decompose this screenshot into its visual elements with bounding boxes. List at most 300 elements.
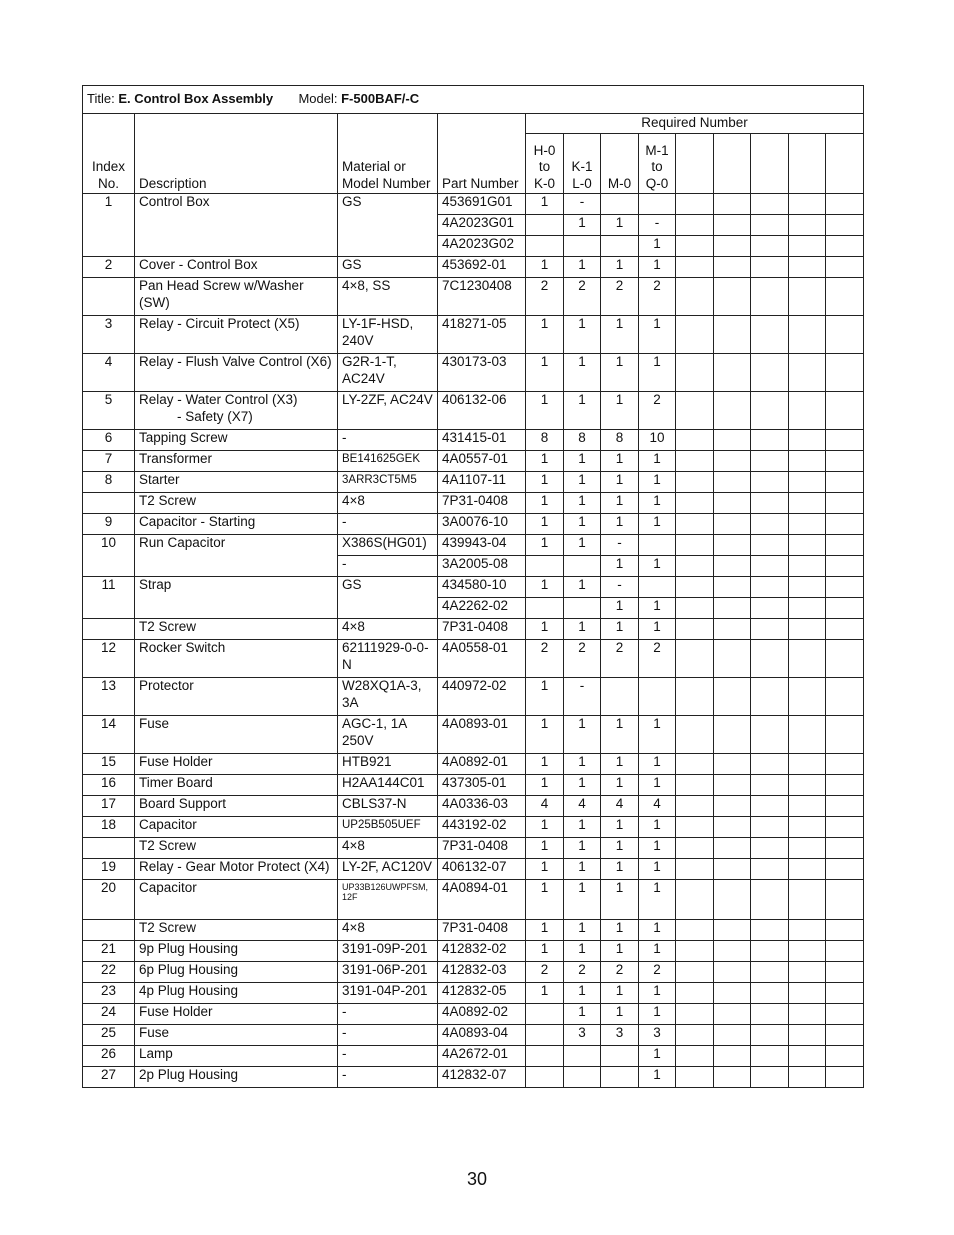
cell-part-number: 434580-10 — [438, 577, 526, 598]
cell-quantity: 2 — [601, 278, 639, 316]
cell-empty — [751, 920, 789, 941]
cell-quantity: 1 — [564, 215, 601, 236]
header-material-line1: Material or — [342, 159, 406, 174]
cell-description — [135, 472, 338, 493]
cell-material: HTB921 — [338, 754, 438, 775]
cell-quantity — [601, 678, 639, 716]
cell-empty — [826, 598, 864, 619]
cell-empty — [676, 619, 714, 640]
cell-empty — [676, 514, 714, 535]
cell-empty — [826, 1004, 864, 1025]
cell-index: 19 — [83, 859, 135, 880]
cell-material: X386S(HG01) — [338, 535, 438, 556]
cell-description — [135, 1046, 338, 1067]
model-label: Model: — [298, 91, 338, 107]
cell-empty — [714, 257, 751, 278]
cell-description — [135, 880, 338, 920]
cell-quantity: 1 — [601, 1004, 639, 1025]
cell-quantity: 1 — [526, 619, 564, 640]
cell-empty — [826, 392, 864, 430]
cell-quantity: 4 — [526, 796, 564, 817]
cell-part-number: 453691G01 — [438, 194, 526, 215]
cell-index: 20 — [83, 880, 135, 920]
cell-empty — [714, 493, 751, 514]
cell-material: - — [338, 1025, 438, 1046]
cell-part-number: 7P31-0408 — [438, 920, 526, 941]
cell-empty — [789, 598, 826, 619]
table-row — [83, 838, 864, 859]
cell-empty — [714, 236, 751, 257]
cell-quantity: 1 — [526, 678, 564, 716]
cell-part-number: 406132-06 — [438, 392, 526, 430]
cell-quantity — [526, 236, 564, 257]
cell-quantity: 1 — [601, 920, 639, 941]
cell-empty — [826, 354, 864, 392]
cell-part-number: 7P31-0408 — [438, 838, 526, 859]
cell-quantity: 1 — [601, 316, 639, 354]
cell-part-number: 418271-05 — [438, 316, 526, 354]
cell-empty — [789, 257, 826, 278]
cell-empty — [676, 556, 714, 577]
cell-quantity: 2 — [601, 640, 639, 678]
cell-quantity: 1 — [639, 1004, 676, 1025]
cell-quantity: 1 — [564, 817, 601, 838]
table-row — [83, 493, 864, 514]
cell-index: 4 — [83, 354, 135, 392]
cell-empty — [826, 194, 864, 215]
table-row — [83, 796, 864, 817]
table-row — [83, 1025, 864, 1046]
cell-quantity: 3 — [564, 1025, 601, 1046]
cell-material: - — [338, 556, 438, 577]
cell-material: 3191-04P-201 — [338, 983, 438, 1004]
cell-empty — [714, 577, 751, 598]
cell-empty — [714, 640, 751, 678]
cell-quantity — [526, 556, 564, 577]
cell-quantity: 1 — [564, 880, 601, 920]
cell-empty — [826, 556, 864, 577]
cell-quantity: 1 — [639, 316, 676, 354]
cell-quantity: 1 — [526, 754, 564, 775]
cell-index: 15 — [83, 754, 135, 775]
cell-quantity: 1 — [564, 838, 601, 859]
cell-quantity: 1 — [564, 619, 601, 640]
cell-empty — [826, 577, 864, 598]
cell-index — [83, 838, 135, 859]
cell-empty — [789, 640, 826, 678]
cell-index: 9 — [83, 514, 135, 535]
cell-empty — [676, 316, 714, 354]
cell-material: W28XQ1A-3, 3A — [338, 678, 438, 716]
cell-quantity: - — [564, 194, 601, 215]
cell-empty — [676, 775, 714, 796]
description-text: Board Support — [139, 796, 227, 811]
cell-material: 62111929-0-0-N — [338, 640, 438, 678]
cell-empty — [676, 257, 714, 278]
cell-quantity — [564, 236, 601, 257]
table-row — [83, 194, 864, 215]
cell-empty — [751, 430, 789, 451]
cell-description — [135, 619, 338, 640]
cell-quantity: 1 — [601, 941, 639, 962]
cell-empty — [789, 577, 826, 598]
cell-empty — [714, 817, 751, 838]
cell-part-number: 437305-01 — [438, 775, 526, 796]
cell-description — [135, 1025, 338, 1046]
cell-empty — [826, 962, 864, 983]
cell-quantity: 1 — [639, 619, 676, 640]
cell-empty — [714, 716, 751, 754]
cell-quantity: 1 — [526, 775, 564, 796]
cell-quantity: - — [601, 577, 639, 598]
header-col-k1-l0 — [564, 134, 601, 194]
cell-quantity: 1 — [601, 354, 639, 392]
cell-quantity: 1 — [601, 983, 639, 1004]
cell-index: 21 — [83, 941, 135, 962]
table-row — [83, 392, 864, 430]
cell-empty — [789, 316, 826, 354]
cell-empty — [789, 880, 826, 920]
cell-empty — [789, 796, 826, 817]
cell-quantity — [526, 1067, 564, 1088]
cell-empty — [676, 451, 714, 472]
cell-description — [135, 316, 338, 354]
cell-empty — [826, 640, 864, 678]
cell-empty — [789, 493, 826, 514]
cell-empty — [676, 941, 714, 962]
cell-quantity: 1 — [601, 716, 639, 754]
cell-part-number: 3A0076-10 — [438, 514, 526, 535]
cell-quantity: 1 — [639, 920, 676, 941]
cell-quantity: 1 — [639, 598, 676, 619]
cell-empty — [676, 1004, 714, 1025]
cell-quantity: 1 — [601, 775, 639, 796]
cell-quantity — [639, 194, 676, 215]
cell-quantity: 1 — [639, 775, 676, 796]
cell-quantity: 1 — [601, 493, 639, 514]
cell-quantity — [526, 1004, 564, 1025]
cell-empty — [751, 678, 789, 716]
cell-part-number: 4A0892-02 — [438, 1004, 526, 1025]
cell-empty — [789, 354, 826, 392]
cell-quantity — [526, 1025, 564, 1046]
cell-empty — [751, 535, 789, 556]
cell-quantity: 1 — [564, 754, 601, 775]
cell-quantity: 4 — [564, 796, 601, 817]
cell-empty — [789, 619, 826, 640]
cell-part-number: 412832-07 — [438, 1067, 526, 1088]
cell-quantity: 8 — [564, 430, 601, 451]
cell-quantity: 1 — [526, 493, 564, 514]
header-empty-col — [826, 134, 864, 194]
cell-description — [135, 514, 338, 535]
cell-quantity: 1 — [526, 838, 564, 859]
cell-description — [135, 1004, 338, 1025]
cell-empty — [826, 236, 864, 257]
cell-empty — [676, 493, 714, 514]
cell-quantity: 1 — [564, 1004, 601, 1025]
cell-empty — [714, 920, 751, 941]
cell-empty — [714, 1025, 751, 1046]
cell-empty — [789, 920, 826, 941]
cell-quantity: - — [601, 535, 639, 556]
cell-empty — [789, 535, 826, 556]
cell-part-number: 412832-03 — [438, 962, 526, 983]
cell-empty — [751, 716, 789, 754]
cell-quantity — [639, 577, 676, 598]
cell-part-number: 440972-02 — [438, 678, 526, 716]
cell-quantity — [639, 535, 676, 556]
cell-quantity: 1 — [639, 716, 676, 754]
cell-quantity: 1 — [639, 859, 676, 880]
cell-empty — [751, 316, 789, 354]
cell-empty — [751, 472, 789, 493]
cell-empty — [789, 236, 826, 257]
cell-quantity: 1 — [639, 941, 676, 962]
cell-quantity: 1 — [564, 535, 601, 556]
cell-quantity: 1 — [526, 451, 564, 472]
cell-quantity: 2 — [639, 640, 676, 678]
cell-quantity: 3 — [639, 1025, 676, 1046]
table-row — [83, 1004, 864, 1025]
cell-part-number: 4A0893-01 — [438, 716, 526, 754]
cell-index — [83, 493, 135, 514]
cell-material: 4×8 — [338, 493, 438, 514]
cell-empty — [751, 619, 789, 640]
cell-quantity: 8 — [601, 430, 639, 451]
cell-empty — [676, 817, 714, 838]
cell-part-number: 3A2005-08 — [438, 556, 526, 577]
header-empty-col — [714, 134, 751, 194]
cell-description — [135, 983, 338, 1004]
cell-part-number: 439943-04 — [438, 535, 526, 556]
cell-quantity: 1 — [526, 880, 564, 920]
cell-empty — [676, 354, 714, 392]
cell-empty — [826, 451, 864, 472]
cell-quantity: 1 — [601, 817, 639, 838]
cell-empty — [676, 716, 714, 754]
cell-description — [135, 962, 338, 983]
header-col-line: K-1 — [571, 159, 593, 174]
description-text: T2 Screw — [139, 619, 197, 634]
cell-quantity: 1 — [526, 472, 564, 493]
header-row-1 — [83, 114, 864, 134]
cell-empty — [676, 859, 714, 880]
cell-quantity: 1 — [526, 316, 564, 354]
cell-index: 27 — [83, 1067, 135, 1088]
cell-empty — [751, 257, 789, 278]
description-text: Rocker Switch — [139, 640, 226, 655]
description-text: 4p Plug Housing — [139, 983, 239, 998]
cell-empty — [714, 754, 751, 775]
cell-quantity — [526, 1046, 564, 1067]
table-row — [83, 451, 864, 472]
cell-empty — [714, 316, 751, 354]
cell-description — [135, 754, 338, 775]
header-material — [338, 114, 438, 194]
cell-quantity — [564, 1046, 601, 1067]
cell-index: 22 — [83, 962, 135, 983]
cell-material: 3ARR3CT5M5 — [338, 472, 438, 493]
cell-quantity: 2 — [526, 640, 564, 678]
cell-empty — [751, 215, 789, 236]
cell-quantity: 1 — [639, 1046, 676, 1067]
cell-empty — [751, 640, 789, 678]
cell-empty — [714, 619, 751, 640]
cell-empty — [826, 514, 864, 535]
cell-quantity: 1 — [639, 451, 676, 472]
cell-part-number: 4A2023G01 — [438, 215, 526, 236]
cell-index: 11 — [83, 577, 135, 619]
description-text: Fuse Holder — [139, 754, 213, 769]
cell-quantity: 1 — [639, 1067, 676, 1088]
cell-quantity: 1 — [564, 983, 601, 1004]
cell-empty — [714, 775, 751, 796]
cell-description — [135, 838, 338, 859]
cell-quantity: 1 — [564, 920, 601, 941]
cell-empty — [826, 316, 864, 354]
table-row — [83, 514, 864, 535]
cell-quantity — [601, 194, 639, 215]
cell-empty — [751, 754, 789, 775]
cell-quantity: 1 — [526, 859, 564, 880]
cell-part-number: 4A0892-01 — [438, 754, 526, 775]
cell-quantity: 1 — [601, 257, 639, 278]
cell-empty — [789, 941, 826, 962]
cell-quantity: 1 — [564, 577, 601, 598]
cell-empty — [751, 817, 789, 838]
cell-empty — [789, 278, 826, 316]
cell-material: 4×8 — [338, 920, 438, 941]
cell-quantity: 1 — [526, 354, 564, 392]
cell-empty — [789, 430, 826, 451]
cell-empty — [714, 838, 751, 859]
cell-index: 7 — [83, 451, 135, 472]
table-row — [83, 640, 864, 678]
cell-part-number: 7P31-0408 — [438, 493, 526, 514]
cell-empty — [826, 838, 864, 859]
cell-quantity: 1 — [564, 257, 601, 278]
cell-empty — [751, 1004, 789, 1025]
cell-index: 23 — [83, 983, 135, 1004]
description-text: Relay - Water Control (X3) — [139, 392, 298, 407]
header-col-h0-k0 — [526, 134, 564, 194]
cell-part-number: 4A0894-01 — [438, 880, 526, 920]
cell-empty — [789, 817, 826, 838]
cell-quantity: 2 — [639, 962, 676, 983]
cell-quantity: 1 — [564, 859, 601, 880]
cell-quantity: 1 — [601, 451, 639, 472]
description-text: Lamp — [139, 1046, 173, 1061]
table-row — [83, 535, 864, 556]
cell-empty — [751, 941, 789, 962]
table-row — [83, 678, 864, 716]
cell-quantity: 2 — [564, 962, 601, 983]
table-row — [83, 775, 864, 796]
cell-material: BE141625GEK — [338, 451, 438, 472]
cell-empty — [676, 678, 714, 716]
cell-empty — [751, 493, 789, 514]
description-text: Capacitor - Starting — [139, 514, 256, 529]
cell-quantity — [564, 1067, 601, 1088]
cell-description — [135, 941, 338, 962]
description-text: Relay - Gear Motor Protect (X4) — [139, 859, 330, 874]
cell-quantity: 1 — [601, 838, 639, 859]
header-col-line: M-0 — [607, 175, 632, 191]
cell-material: LY-1F-HSD, 240V — [338, 316, 438, 354]
header-col-line: H-0 — [533, 142, 556, 158]
cell-quantity: 1 — [564, 392, 601, 430]
header-col-line: Q-0 — [645, 175, 669, 191]
table-row — [83, 619, 864, 640]
header-col-m0 — [601, 134, 639, 194]
cell-empty — [714, 1067, 751, 1088]
description-text: Pan Head Screw w/Washer (SW) — [139, 278, 304, 310]
cell-empty — [789, 1004, 826, 1025]
cell-index: 24 — [83, 1004, 135, 1025]
description-text: Strap — [139, 577, 172, 592]
header-col-line: M-1 — [645, 142, 669, 158]
cell-part-number: 4A2023G02 — [438, 236, 526, 257]
table-row — [83, 278, 864, 316]
cell-empty — [826, 880, 864, 920]
description-text: Relay - Circuit Protect (X5) — [139, 316, 300, 331]
cell-empty — [676, 1046, 714, 1067]
cell-empty — [751, 392, 789, 430]
cell-empty — [826, 472, 864, 493]
table-row — [83, 859, 864, 880]
table-row — [83, 941, 864, 962]
cell-empty — [789, 514, 826, 535]
cell-quantity: 1 — [639, 556, 676, 577]
cell-index — [83, 920, 135, 941]
cell-empty — [714, 983, 751, 1004]
cell-material: UP33B126UWPFSM, 12F — [338, 880, 438, 920]
cell-quantity — [601, 1067, 639, 1088]
cell-index: 14 — [83, 716, 135, 754]
cell-empty — [714, 556, 751, 577]
cell-description — [135, 535, 338, 577]
cell-empty — [676, 1067, 714, 1088]
cell-part-number: 7C1230408 — [438, 278, 526, 316]
cell-quantity: 1 — [639, 754, 676, 775]
description-text: Cover - Control Box — [139, 257, 258, 272]
cell-quantity: 1 — [639, 493, 676, 514]
cell-empty — [826, 817, 864, 838]
cell-quantity: 1 — [601, 392, 639, 430]
cell-quantity: 4 — [601, 796, 639, 817]
cell-empty — [714, 472, 751, 493]
cell-material: AGC-1, 1A 250V — [338, 716, 438, 754]
cell-empty — [826, 859, 864, 880]
table-row — [83, 983, 864, 1004]
header-material-line2: Model Number — [342, 175, 431, 191]
cell-empty — [751, 838, 789, 859]
cell-quantity: 1 — [564, 316, 601, 354]
cell-empty — [676, 577, 714, 598]
cell-empty — [751, 236, 789, 257]
cell-quantity: 10 — [639, 430, 676, 451]
description-text: Relay - Flush Valve Control (X6) — [139, 354, 332, 369]
cell-empty — [714, 859, 751, 880]
cell-empty — [714, 1046, 751, 1067]
cell-description — [135, 577, 338, 619]
description-text: Transformer — [139, 451, 213, 466]
table-row — [83, 354, 864, 392]
cell-empty — [676, 754, 714, 775]
cell-empty — [751, 1067, 789, 1088]
header-description: Description — [135, 114, 338, 194]
